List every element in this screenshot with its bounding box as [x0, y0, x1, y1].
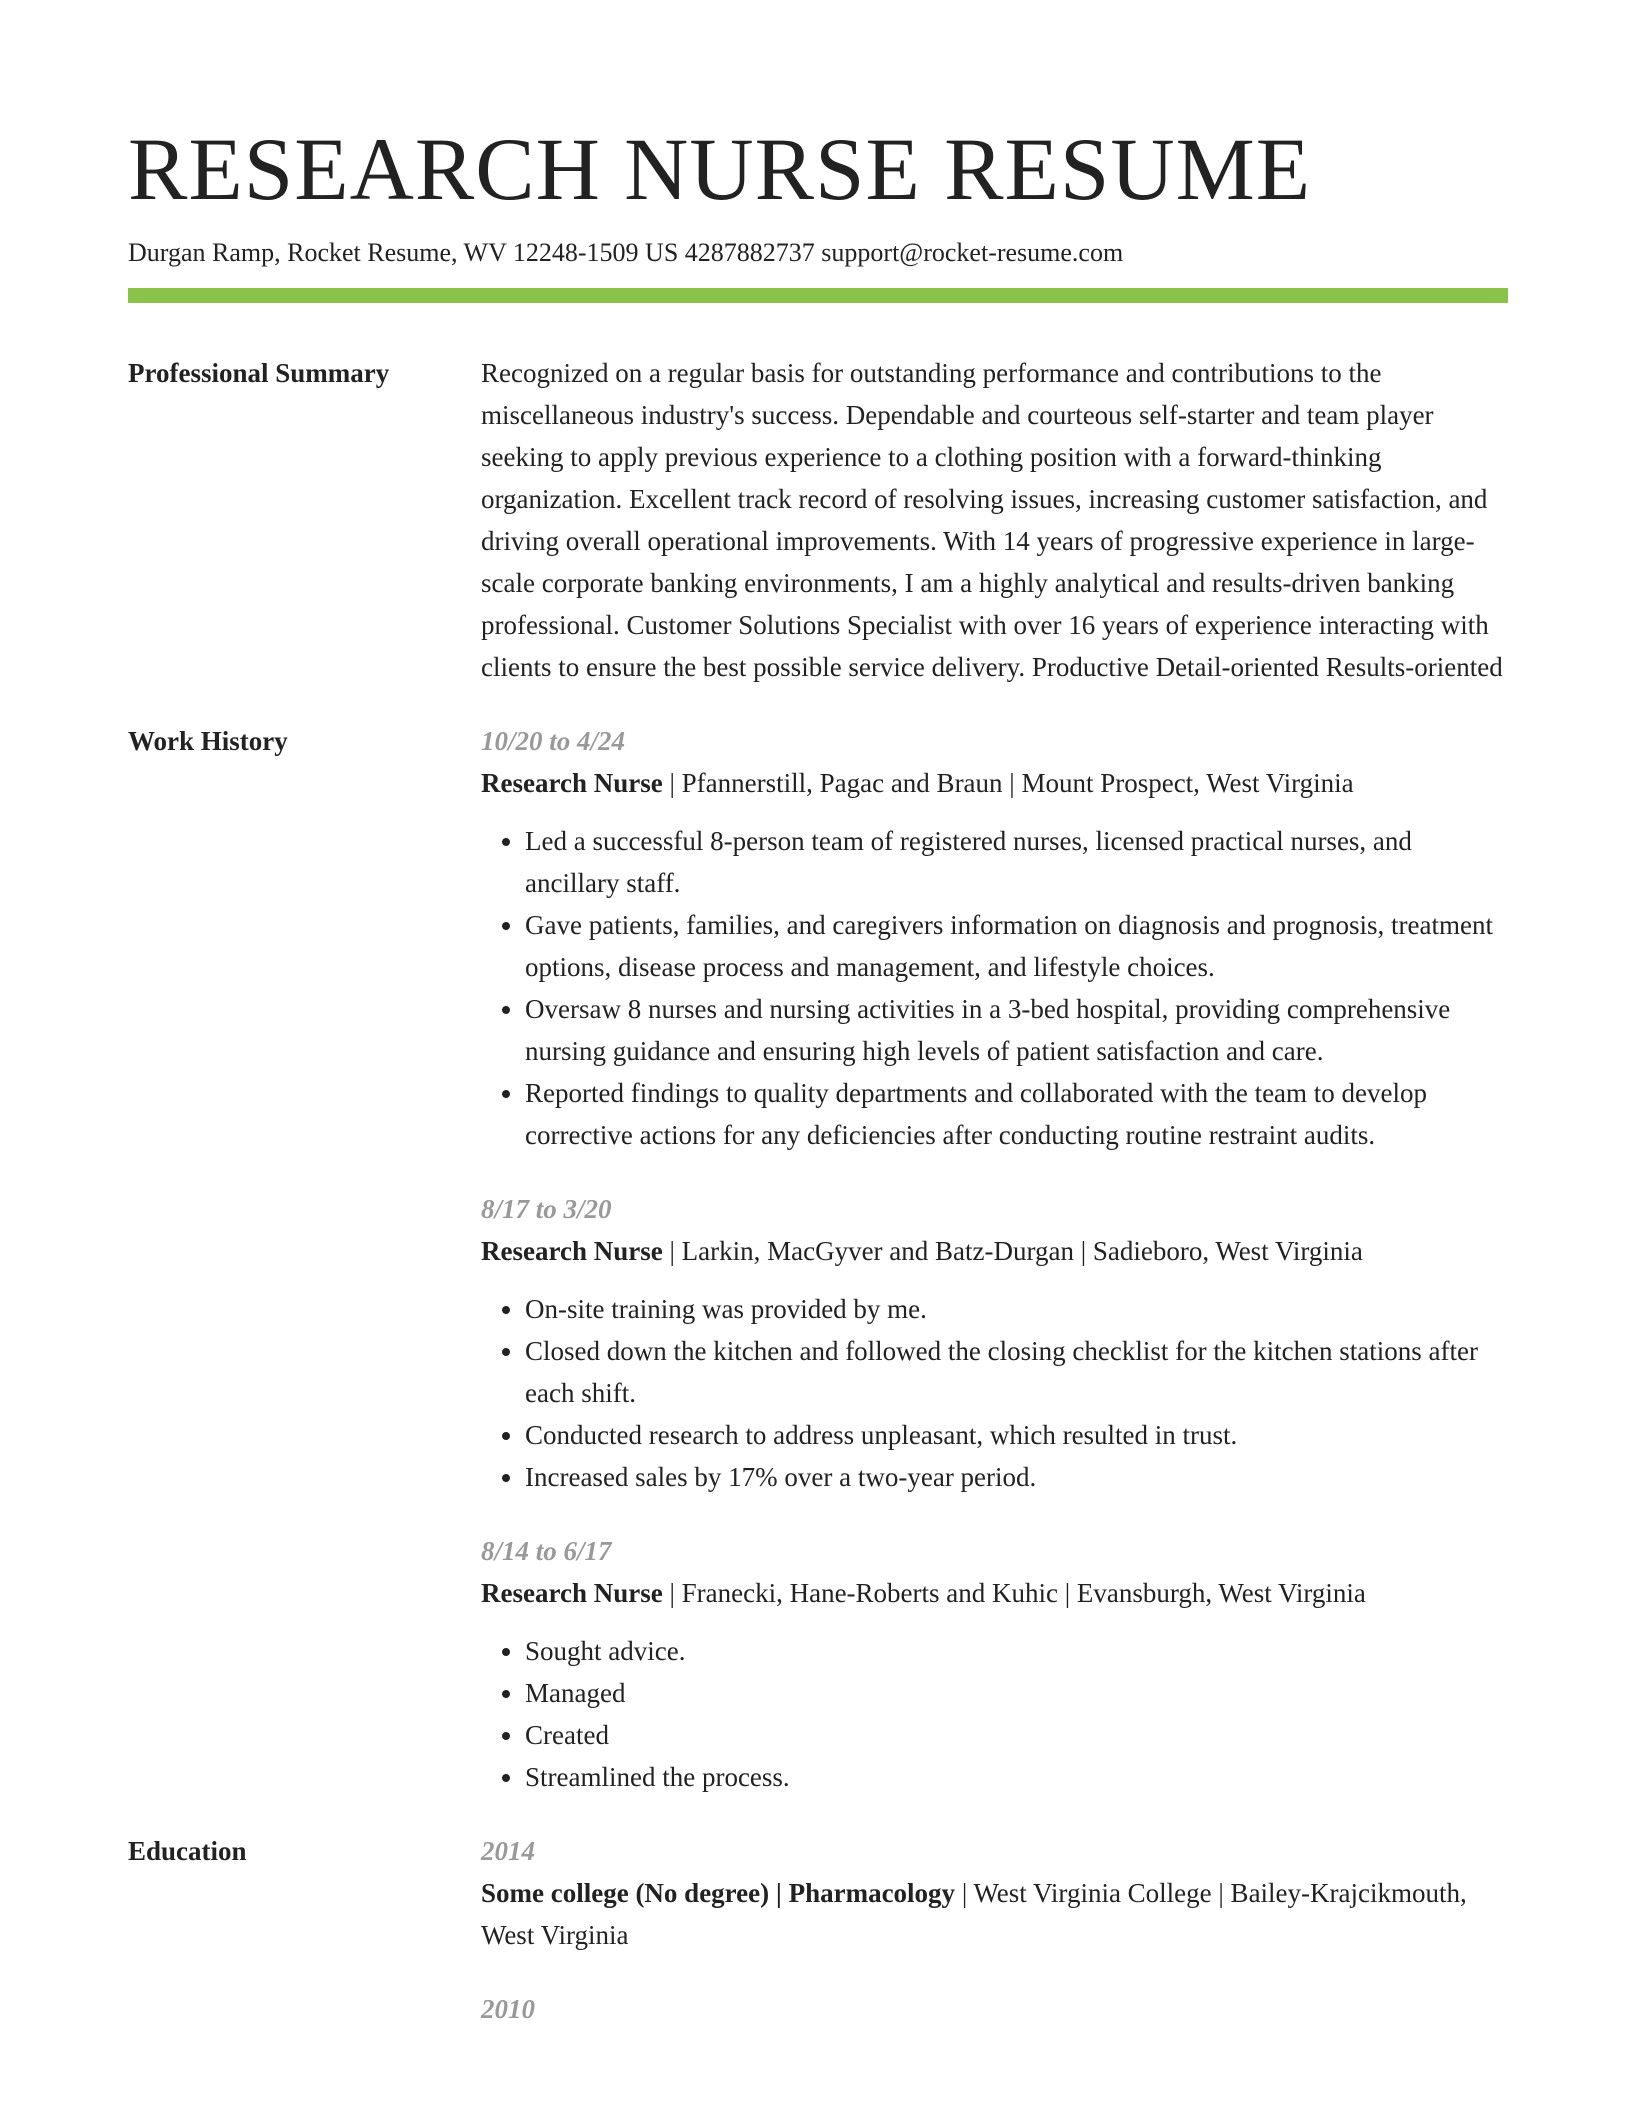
job-bullet: • On-site training was provided by me.	[525, 1288, 1508, 1330]
education-year: 2010	[481, 1994, 535, 2024]
job-bullet: • Sought advice.	[525, 1630, 1508, 1672]
job-bullet: • Led a successful 8-person team of registered nurses, licensed practical nurses, and ancillary staff.	[525, 820, 1508, 904]
job-dates: 8/17 to 3/20	[481, 1194, 612, 1224]
work-history-label: Work History	[128, 726, 288, 756]
job-role: Research Nurse	[481, 768, 663, 798]
job-bullet: • Streamlined the process.	[525, 1756, 1508, 1798]
summary-label: Professional Summary	[128, 358, 390, 388]
job-heading	[481, 1572, 1508, 1614]
job-entry	[481, 1188, 1508, 1498]
job-bullet: • Reported findings to quality departments and collaborated with the team to develop corrective actions for any deficiencies after conducting routine restraint audits.	[525, 1072, 1508, 1156]
education-degree: Some college (No degree) | Pharmacology	[481, 1878, 956, 1908]
job-bullets	[481, 820, 1508, 1156]
summary-text: Recognized on a regular basis for outstanding performance and contributions to the miscellaneous industry's success. Dependable and courteous self-starter and team player seeking to apply previous experience to a clothing position with a forward-thinking organization. Excellent track record of resolving issues, increasing customer satisfaction, and driving overall operational improvements. With 14 years of progressive experience in large-scale corporate banking environments, I am a highly analytical and results-driven banking professional. Customer Solutions Specialist with over 16 years of experience interacting with clients to ensure the best possible service delivery. Productive Detail-oriented Results-oriented	[481, 358, 1503, 682]
contact-line: Durgan Ramp, Rocket Resume, WV 12248-1509 US 4287882737 support@rocket-resume.com	[128, 238, 1124, 267]
job-bullet: • Conducted research to address unpleasant, which resulted in trust.	[525, 1414, 1508, 1456]
job-entry	[481, 720, 1508, 1156]
job-entry	[481, 1530, 1508, 1798]
job-bullet: • Increased sales by 17% over a two-year period.	[525, 1456, 1508, 1498]
accent-divider	[128, 288, 1508, 303]
education-entry	[481, 1830, 1508, 1956]
job-bullet: • Closed down the kitchen and followed the closing checklist for the kitchen stations after each shift.	[525, 1330, 1508, 1414]
education-details: | West Virginia College | Bailey-Krajcikmouth, West Virginia	[481, 1878, 1467, 1950]
education-heading	[481, 1872, 1508, 1956]
job-details: | Franecki, Hane-Roberts and Kuhic | Evansburgh, West Virginia	[662, 1578, 1366, 1608]
job-bullet: • Managed	[525, 1672, 1508, 1714]
education-section	[128, 1830, 1508, 2030]
education-label: Education	[128, 1836, 247, 1866]
job-dates: 8/14 to 6/17	[481, 1536, 612, 1566]
job-heading	[481, 1230, 1508, 1272]
job-details: | Larkin, MacGyver and Batz-Durgan | Sadieboro, West Virginia	[662, 1236, 1363, 1266]
resume-title: RESEARCH NURSE RESUME	[128, 121, 1312, 219]
summary-section	[128, 352, 1508, 688]
job-bullets	[481, 1288, 1508, 1498]
job-role: Research Nurse	[481, 1578, 663, 1608]
job-bullet: • Oversaw 8 nurses and nursing activities in a 3-bed hospital, providing comprehensive nursing guidance and ensuring high levels of patient satisfaction and care.	[525, 988, 1508, 1072]
job-details: | Pfannerstill, Pagac and Braun | Mount Prospect, West Virginia	[662, 768, 1354, 798]
job-bullets	[481, 1630, 1508, 1798]
resume-page	[128, 118, 1508, 2030]
job-role: Research Nurse	[481, 1236, 663, 1266]
job-heading	[481, 762, 1508, 804]
job-dates: 10/20 to 4/24	[481, 726, 626, 756]
education-entry	[481, 1988, 1508, 2030]
work-history-section	[128, 720, 1508, 1798]
job-bullet: • Created	[525, 1714, 1508, 1756]
job-bullet: • Gave patients, families, and caregivers information on diagnosis and prognosis, treatment options, disease process and management, and lifestyle choices.	[525, 904, 1508, 988]
education-year: 2014	[481, 1836, 535, 1866]
